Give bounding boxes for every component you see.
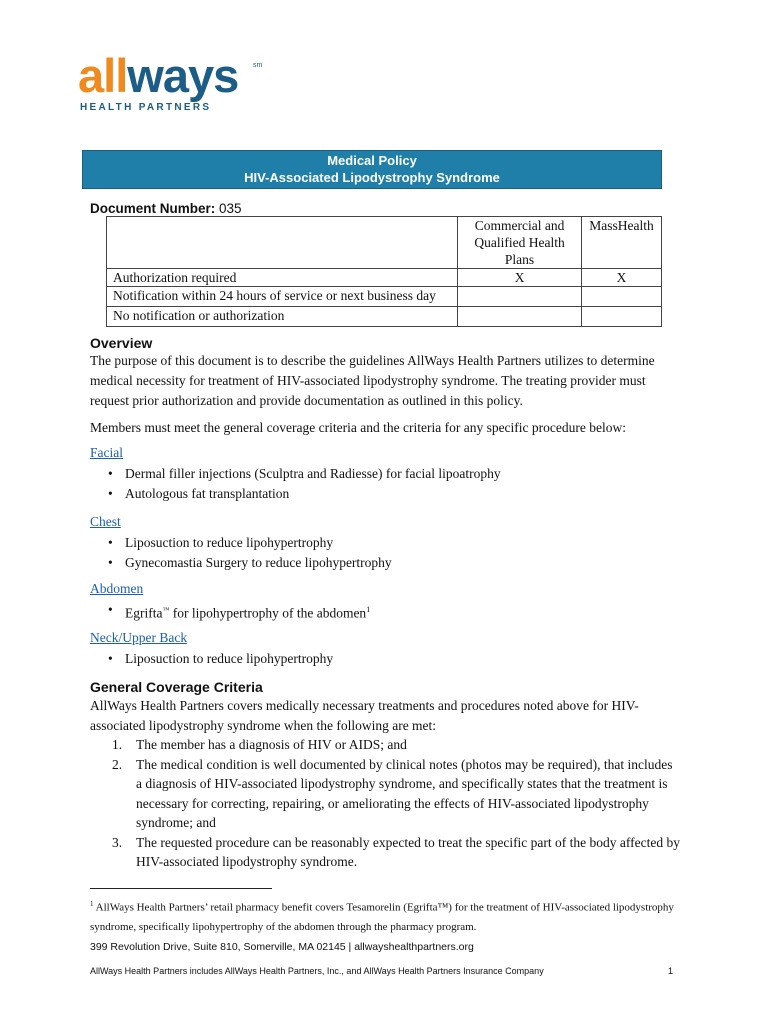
table-header-blank [107, 217, 458, 269]
list-item: • Autologous fat transplantation [106, 484, 501, 504]
list-item: • Liposuction to reduce lipohypertrophy [106, 649, 333, 669]
facial-list [106, 464, 501, 503]
neck-upper-back-link[interactable]: Neck/Upper Back [90, 630, 188, 645]
overview-paragraph: The purpose of this document is to describe the guidelines AllWays Health Partners utilizes to determine medical necessity for treatment of HIV-associated lipodystrophy syndrome. The treating provider must request prior authorization and provide documentation as outlined in this policy. [90, 353, 655, 408]
logo-service-mark: sm [253, 62, 263, 69]
company-logo [78, 49, 268, 118]
list-item: 3. The requested procedure can be reasonably expected to treat the specific part of the body affected by HIV-associated lipodystrophy syndrome. [112, 834, 680, 869]
facial-link[interactable]: Facial [90, 445, 123, 460]
abdomen-link[interactable]: Abdomen [90, 581, 144, 596]
row-label: Notification within 24 hours of service or next business day [107, 287, 458, 307]
document-number-value: 035 [219, 201, 242, 216]
list-item: 2. The medical condition is well documented by clinical notes (photos may be required), that includes a diagnosis of HIV-associated lipodystrophy syndrome, and specifically states that the treatment is necessary for correcting, repairing, or ameliorating the effects of HIV-associated lipodystrophy syndrome; and [112, 756, 673, 830]
list-item: 1. The member has a diagnosis of HIV or AIDS; and [112, 737, 407, 752]
row-commercial [458, 287, 582, 307]
chest-list [106, 533, 392, 572]
document-number-label: Document Number: [90, 201, 216, 216]
document-number [90, 201, 242, 216]
page-number: 1 [668, 966, 674, 976]
table-row [107, 307, 662, 327]
table-row [107, 287, 662, 307]
row-masshealth [581, 307, 661, 327]
list-item: • Dermal filler injections (Sculptra and Radiesse) for facial lipoatrophy [106, 464, 501, 484]
footnote-divider [90, 888, 272, 889]
general-criteria-heading: General Coverage Criteria [90, 679, 263, 695]
list-item: • Liposuction to reduce lipohypertrophy [106, 533, 392, 553]
list-item: • Egrifta™ for lipohypertrophy of the abdomen$^1$ [106, 600, 370, 623]
banner-line-2: HIV-Associated Lipodystrophy Syndrome [244, 170, 500, 185]
header-masshealth: MassHealth [581, 217, 661, 269]
banner-line-1: Medical Policy [327, 153, 417, 168]
logo-wordmark: allways [78, 49, 239, 102]
footer-legal: AllWays Health Partners includes AllWays Health Partners, Inc., and AllWays Health Partners Insurance Company [90, 966, 544, 976]
table-row [107, 269, 662, 287]
chest-link[interactable]: Chest [90, 514, 121, 529]
row-label: Authorization required [107, 269, 458, 287]
row-masshealth [581, 287, 661, 307]
footnote: $^1$ AllWays Health Partners’ retail pharmacy benefit covers Tesamorelin (Egrifta™) for the treatment of HIV-associated lipodystrophy syndrome, specifically lipohypertrophy of the abdomen through the pharmacy program. [90, 900, 674, 933]
footer-address: 399 Revolution Drive, Suite 810, Somerville, MA 02145 | allwayshealthpartners.org [90, 941, 474, 953]
list-item: • Gynecomastia Surgery to reduce lipohypertrophy [106, 553, 392, 573]
authorization-table [106, 216, 662, 327]
criteria-list [90, 735, 680, 872]
row-commercial: X [458, 269, 582, 287]
abdomen-list [106, 600, 370, 623]
row-masshealth: X [581, 269, 661, 287]
general-criteria-intro: AllWays Health Partners covers medically necessary treatments and procedures noted above for HIV-associated lipodystrophy syndrome when the following are met: [90, 698, 639, 733]
criteria-intro-paragraph: Members must meet the general coverage criteria and the criteria for any specific procedure below: [90, 420, 626, 435]
footnote-reference[interactable]: 1 [366, 605, 371, 614]
policy-title-banner [82, 150, 662, 189]
header-commercial: Commercial and Qualified Health Plans [458, 217, 582, 269]
table-header-row [107, 217, 662, 269]
row-commercial [458, 307, 582, 327]
overview-heading: Overview [90, 335, 153, 351]
logo-subtitle: HEALTH PARTNERS [80, 102, 212, 113]
row-label: No notification or authorization [107, 307, 458, 327]
neck-list [106, 649, 333, 669]
